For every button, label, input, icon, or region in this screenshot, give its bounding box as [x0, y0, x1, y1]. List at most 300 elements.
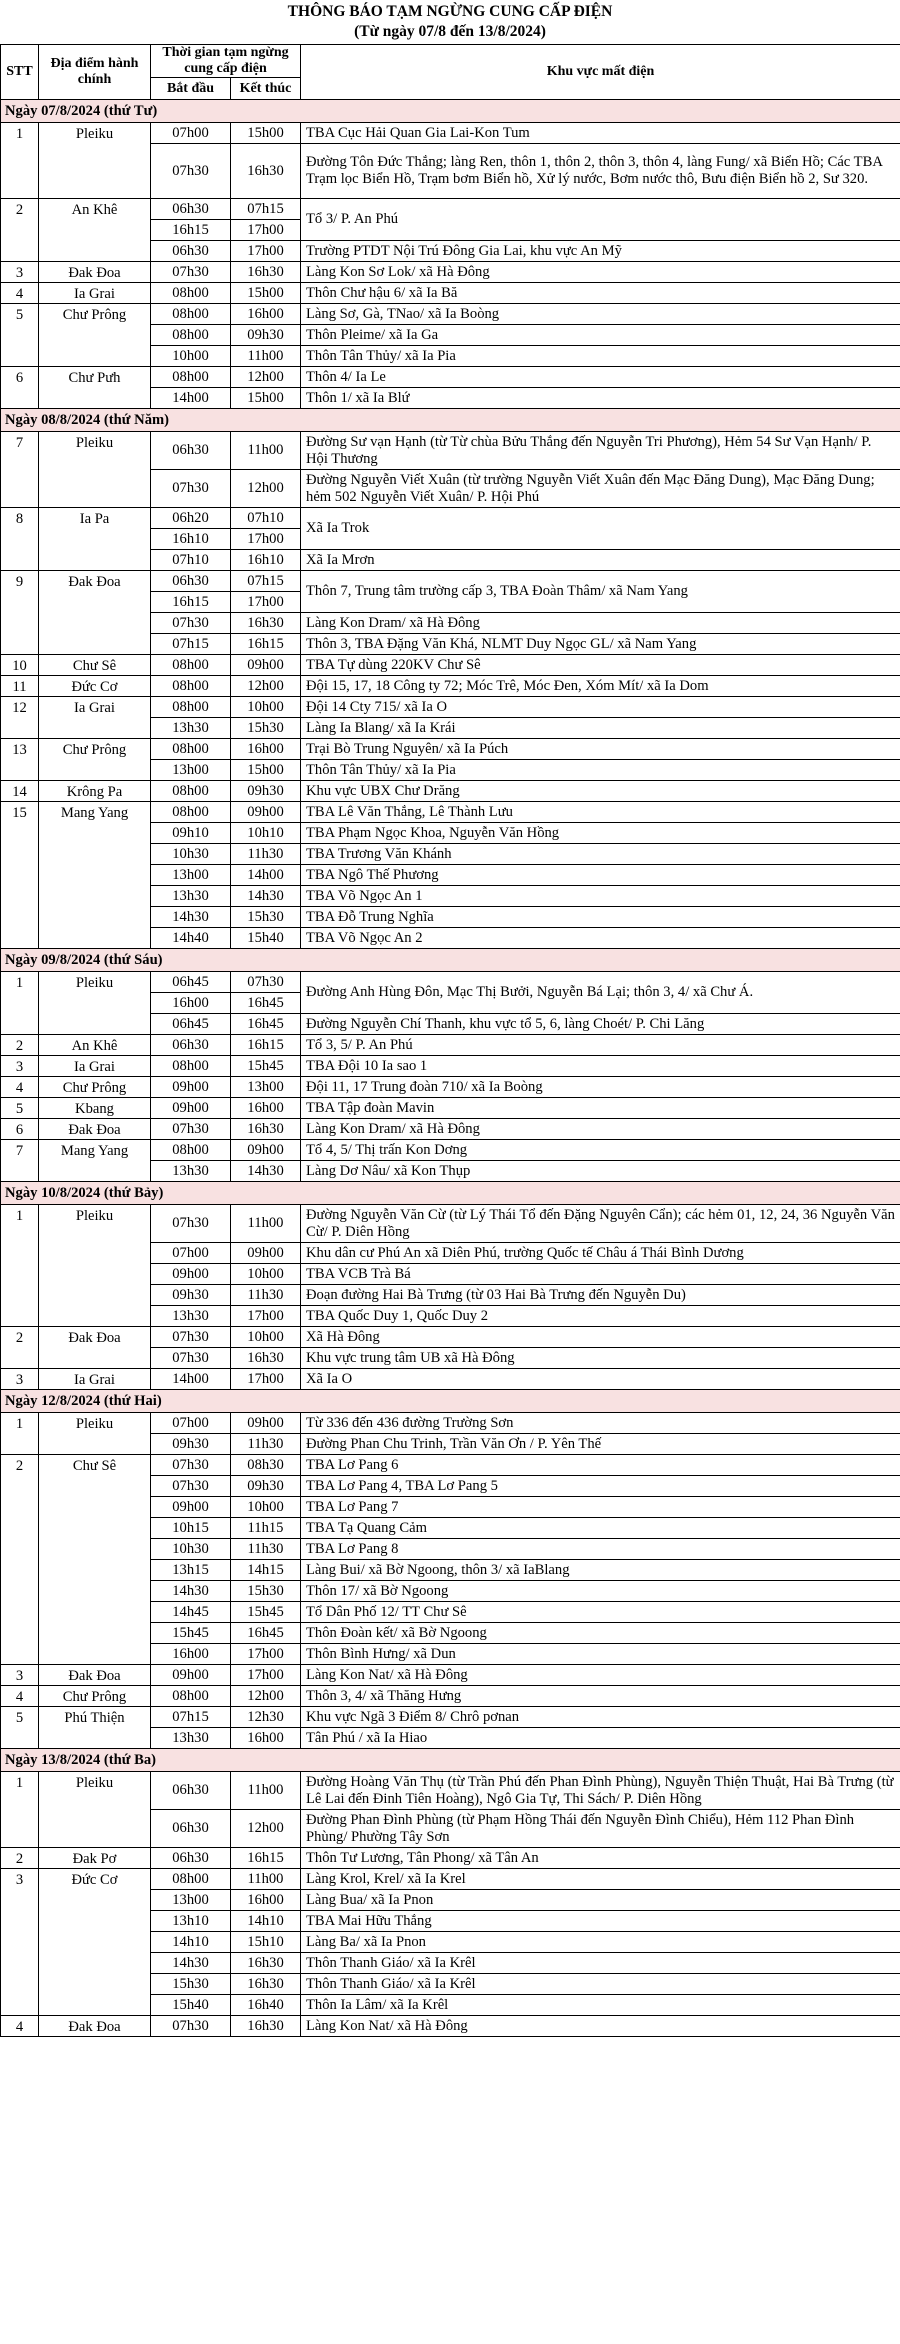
area-cell: Thôn Ia Lâm/ xã Ia Krêl: [301, 1995, 900, 2016]
area-cell: Đội 14 Cty 715/ xã Ia O: [301, 697, 900, 718]
place-cell: Kbang: [39, 1098, 151, 1119]
end-time-cell: 11h00: [231, 1205, 301, 1243]
table-row: [1, 367, 900, 388]
end-time-cell: 16h45: [231, 1623, 301, 1644]
day-row: [1, 100, 900, 123]
start-time-cell: 06h30: [151, 571, 231, 592]
area-cell: Đường Sư vạn Hạnh (từ Từ chùa Bửu Thắng đến Nguyễn Tri Phương), Hẻm 54 Sư Vạn Hạnh/ P. Hội Thương: [301, 432, 900, 470]
stt-cell: 4: [1, 1077, 39, 1098]
end-time-cell: 14h10: [231, 1911, 301, 1932]
place-cell: Chư Pưh: [39, 367, 151, 409]
table-row: [1, 781, 900, 802]
table-row: [1, 697, 900, 718]
area-cell: Thôn Thanh Giáo/ xã Ia Krêl: [301, 1974, 900, 1995]
stt-cell: 1: [1, 1413, 39, 1455]
area-cell: Đường Anh Hùng Đôn, Mạc Thị Bưởi, Nguyễn Bá Lại; thôn 3, 4/ xã Chư Á.: [301, 972, 900, 1014]
header-end: Kết thúc: [231, 78, 301, 100]
end-time-cell: 16h00: [231, 739, 301, 760]
table-row: [1, 1035, 900, 1056]
end-time-cell: 17h00: [231, 220, 301, 241]
end-time-cell: 07h15: [231, 199, 301, 220]
area-cell: Thôn Đoàn kết/ xã Bờ Ngoong: [301, 1623, 900, 1644]
day-row: [1, 1182, 900, 1205]
start-time-cell: 16h00: [151, 1644, 231, 1665]
end-time-cell: 16h30: [231, 262, 301, 283]
end-time-cell: 12h00: [231, 1686, 301, 1707]
start-time-cell: 15h40: [151, 1995, 231, 2016]
area-cell: Khu dân cư Phú An xã Diên Phú, trường Quốc tế Châu á Thái Bình Dương: [301, 1243, 900, 1264]
end-time-cell: 17h00: [231, 1644, 301, 1665]
table-row: [1, 1686, 900, 1707]
start-time-cell: 08h00: [151, 676, 231, 697]
stt-cell: 14: [1, 781, 39, 802]
stt-cell: 6: [1, 367, 39, 409]
table-row: [1, 1869, 900, 1890]
end-time-cell: 11h00: [231, 432, 301, 470]
area-cell: Thôn 3, 4/ xã Thăng Hưng: [301, 1686, 900, 1707]
end-time-cell: 17h00: [231, 241, 301, 262]
stt-cell: 1: [1, 123, 39, 199]
stt-cell: 4: [1, 2016, 39, 2037]
area-cell: Thôn Tân Thủy/ xã Ia Pia: [301, 346, 900, 367]
start-time-cell: 08h00: [151, 1140, 231, 1161]
start-time-cell: 14h45: [151, 1602, 231, 1623]
area-cell: TBA Phạm Ngọc Khoa, Nguyễn Văn Hồng: [301, 823, 900, 844]
end-time-cell: 16h45: [231, 993, 301, 1014]
end-time-cell: 11h30: [231, 1539, 301, 1560]
start-time-cell: 07h30: [151, 2016, 231, 2037]
area-cell: TBA Quốc Duy 1, Quốc Duy 2: [301, 1306, 900, 1327]
area-cell: Đội 15, 17, 18 Công ty 72; Móc Trê, Móc Đen, Xóm Mít/ xã Ia Dom: [301, 676, 900, 697]
start-time-cell: 08h00: [151, 739, 231, 760]
end-time-cell: 12h00: [231, 676, 301, 697]
start-time-cell: 08h00: [151, 367, 231, 388]
table-row: [1, 1327, 900, 1348]
end-time-cell: 14h30: [231, 886, 301, 907]
page-header: [0, 0, 900, 44]
stt-cell: 2: [1, 1035, 39, 1056]
end-time-cell: 07h10: [231, 508, 301, 529]
day-row: [1, 949, 900, 972]
end-time-cell: 14h15: [231, 1560, 301, 1581]
start-time-cell: 06h30: [151, 432, 231, 470]
area-cell: Thôn 1/ xã Ia Blứ: [301, 388, 900, 409]
place-cell: Phú Thiện: [39, 1707, 151, 1749]
area-cell: TBA Lơ Pang 4, TBA Lơ Pang 5: [301, 1476, 900, 1497]
stt-cell: 5: [1, 1707, 39, 1749]
table-row: [1, 262, 900, 283]
start-time-cell: 07h30: [151, 262, 231, 283]
area-cell: Xã Ia Trok: [301, 508, 900, 550]
end-time-cell: 11h30: [231, 844, 301, 865]
place-cell: Đức Cơ: [39, 1869, 151, 2016]
start-time-cell: 08h00: [151, 1056, 231, 1077]
end-time-cell: 15h45: [231, 1602, 301, 1623]
area-cell: TBA Trương Văn Khánh: [301, 844, 900, 865]
end-time-cell: 16h00: [231, 1728, 301, 1749]
place-cell: Đức Cơ: [39, 676, 151, 697]
end-time-cell: 15h30: [231, 1581, 301, 1602]
place-cell: Ia Pa: [39, 508, 151, 571]
start-time-cell: 14h10: [151, 1932, 231, 1953]
stt-cell: 3: [1, 262, 39, 283]
start-time-cell: 07h15: [151, 1707, 231, 1728]
start-time-cell: 07h30: [151, 613, 231, 634]
area-cell: Đường Nguyễn Viết Xuân (từ trường Nguyễn Viết Xuân đến Mạc Đăng Dung), Mạc Đăng Dung; hẻm 502 Nguyễn Viết Xuân/ P. Hội Phú: [301, 470, 900, 508]
start-time-cell: 07h30: [151, 470, 231, 508]
start-time-cell: 09h00: [151, 1264, 231, 1285]
end-time-cell: 11h00: [231, 1869, 301, 1890]
start-time-cell: 13h30: [151, 1728, 231, 1749]
area-cell: Xã Ia Mrơn: [301, 550, 900, 571]
place-cell: Ia Grai: [39, 697, 151, 739]
area-cell: Làng Krol, Krel/ xã Ia Krel: [301, 1869, 900, 1890]
end-time-cell: 10h00: [231, 1327, 301, 1348]
area-cell: Làng Kon Dram/ xã Hà Đông: [301, 613, 900, 634]
start-time-cell: 07h30: [151, 1348, 231, 1369]
start-time-cell: 16h10: [151, 529, 231, 550]
place-cell: Pleiku: [39, 1772, 151, 1848]
area-cell: TBA Võ Ngọc An 1: [301, 886, 900, 907]
end-time-cell: 15h00: [231, 388, 301, 409]
start-time-cell: 13h00: [151, 760, 231, 781]
start-time-cell: 06h45: [151, 972, 231, 993]
end-time-cell: 14h30: [231, 1161, 301, 1182]
area-cell: Tổ Dân Phố 12/ TT Chư Sê: [301, 1602, 900, 1623]
end-time-cell: 16h30: [231, 1953, 301, 1974]
header-start: Bắt đầu: [151, 78, 231, 100]
start-time-cell: 16h15: [151, 220, 231, 241]
stt-cell: 4: [1, 283, 39, 304]
table-row: [1, 739, 900, 760]
place-cell: Chư Sê: [39, 655, 151, 676]
area-cell: Tổ 3/ P. An Phú: [301, 199, 900, 241]
end-time-cell: 16h30: [231, 1974, 301, 1995]
area-cell: TBA Lơ Pang 7: [301, 1497, 900, 1518]
place-cell: Đak Đoa: [39, 571, 151, 655]
start-time-cell: 09h30: [151, 1285, 231, 1306]
start-time-cell: 13h30: [151, 1161, 231, 1182]
table-row: [1, 1369, 900, 1390]
table-row: [1, 123, 900, 144]
end-time-cell: 16h30: [231, 1348, 301, 1369]
start-time-cell: 07h30: [151, 1327, 231, 1348]
start-time-cell: 07h30: [151, 1119, 231, 1140]
place-cell: Chư Prông: [39, 1077, 151, 1098]
table-row: [1, 1205, 900, 1243]
table-row: [1, 802, 900, 823]
end-time-cell: 15h00: [231, 123, 301, 144]
end-time-cell: 16h30: [231, 144, 301, 199]
end-time-cell: 10h00: [231, 697, 301, 718]
start-time-cell: 08h00: [151, 802, 231, 823]
end-time-cell: 15h00: [231, 283, 301, 304]
area-cell: Từ 336 đến 436 đường Trường Sơn: [301, 1413, 900, 1434]
stt-cell: 3: [1, 1665, 39, 1686]
stt-cell: 2: [1, 199, 39, 262]
header-stt: STT: [1, 45, 39, 100]
place-cell: Ia Grai: [39, 1056, 151, 1077]
start-time-cell: 06h30: [151, 1848, 231, 1869]
table-row: [1, 283, 900, 304]
area-cell: Thôn Tư Lương, Tân Phong/ xã Tân An: [301, 1848, 900, 1869]
start-time-cell: 13h30: [151, 718, 231, 739]
header-time: Thời gian tạm ngừng cung cấp điện: [151, 45, 301, 78]
area-cell: TBA Tập đoàn Mavin: [301, 1098, 900, 1119]
area-cell: Thôn Thanh Giáo/ xã Ia Krêl: [301, 1953, 900, 1974]
start-time-cell: 09h30: [151, 1434, 231, 1455]
start-time-cell: 06h30: [151, 241, 231, 262]
area-cell: Xã Hà Đông: [301, 1327, 900, 1348]
area-cell: Thôn 7, Trung tâm trường cấp 3, TBA Đoàn Thâm/ xã Nam Yang: [301, 571, 900, 613]
area-cell: Khu vực Ngã 3 Điểm 8/ Chrô pơnan: [301, 1707, 900, 1728]
place-cell: Đak Đoa: [39, 2016, 151, 2037]
end-time-cell: 16h00: [231, 304, 301, 325]
end-time-cell: 10h00: [231, 1264, 301, 1285]
place-cell: Đak Đoa: [39, 1119, 151, 1140]
start-time-cell: 10h30: [151, 844, 231, 865]
table-row: [1, 655, 900, 676]
stt-cell: 1: [1, 972, 39, 1035]
stt-cell: 7: [1, 432, 39, 508]
area-cell: TBA Mai Hữu Thắng: [301, 1911, 900, 1932]
area-cell: Làng Bua/ xã Ia Pnon: [301, 1890, 900, 1911]
end-time-cell: 09h30: [231, 781, 301, 802]
place-cell: Pleiku: [39, 1205, 151, 1327]
start-time-cell: 06h45: [151, 1014, 231, 1035]
end-time-cell: 09h00: [231, 1243, 301, 1264]
start-time-cell: 07h15: [151, 634, 231, 655]
place-cell: Đak Đoa: [39, 1327, 151, 1369]
table-row: [1, 1119, 900, 1140]
table-row: [1, 432, 900, 470]
area-cell: Làng Kon Sơ Lok/ xã Hà Đông: [301, 262, 900, 283]
table-row: [1, 1413, 900, 1434]
stt-cell: 3: [1, 1056, 39, 1077]
table-row: [1, 1665, 900, 1686]
end-time-cell: 16h00: [231, 1890, 301, 1911]
area-cell: Khu vực UBX Chư Drăng: [301, 781, 900, 802]
end-time-cell: 11h00: [231, 1772, 301, 1810]
day-label: Ngày 13/8/2024 (thứ Ba): [1, 1749, 900, 1772]
table-row: [1, 571, 900, 592]
end-time-cell: 08h30: [231, 1455, 301, 1476]
area-cell: Làng Kon Nat/ xã Hà Đông: [301, 1665, 900, 1686]
place-cell: Ia Grai: [39, 1369, 151, 1390]
stt-cell: 13: [1, 739, 39, 781]
area-cell: Đội 11, 17 Trung đoàn 710/ xã Ia Boòng: [301, 1077, 900, 1098]
place-cell: Chư Prông: [39, 1686, 151, 1707]
place-cell: An Khê: [39, 199, 151, 262]
end-time-cell: 10h00: [231, 1497, 301, 1518]
place-cell: Đak Đoa: [39, 1665, 151, 1686]
area-cell: Làng Dơ Nâu/ xã Kon Thụp: [301, 1161, 900, 1182]
area-cell: TBA Lê Văn Thắng, Lê Thành Lưu: [301, 802, 900, 823]
end-time-cell: 09h00: [231, 655, 301, 676]
stt-cell: 8: [1, 508, 39, 571]
start-time-cell: 08h00: [151, 304, 231, 325]
place-cell: Pleiku: [39, 123, 151, 199]
page-subtitle: (Từ ngày 07/8 đến 13/8/2024): [354, 23, 546, 40]
day-row: [1, 1390, 900, 1413]
area-cell: Trường PTDT Nội Trú Đông Gia Lai, khu vực An Mỹ: [301, 241, 900, 262]
start-time-cell: 14h40: [151, 928, 231, 949]
end-time-cell: 12h00: [231, 470, 301, 508]
stt-cell: 2: [1, 1848, 39, 1869]
start-time-cell: 06h30: [151, 1772, 231, 1810]
start-time-cell: 14h00: [151, 388, 231, 409]
area-cell: TBA Tạ Quang Cảm: [301, 1518, 900, 1539]
area-cell: Đường Hoàng Văn Thụ (từ Trần Phú đến Phan Đình Phùng), Nguyễn Thiện Thuật, Hai Bà Trưng (từ Lê Lai đến Đinh Tiên Hoàng), Ngô Gia Tự, Thi Sách/ P. Diên Hồng: [301, 1772, 900, 1810]
place-cell: Chư Prông: [39, 739, 151, 781]
start-time-cell: 15h45: [151, 1623, 231, 1644]
end-time-cell: 15h10: [231, 1932, 301, 1953]
place-cell: Pleiku: [39, 972, 151, 1035]
day-label: Ngày 12/8/2024 (thứ Hai): [1, 1390, 900, 1413]
day-row: [1, 1749, 900, 1772]
start-time-cell: 16h15: [151, 592, 231, 613]
start-time-cell: 07h30: [151, 1455, 231, 1476]
start-time-cell: 08h00: [151, 781, 231, 802]
stt-cell: 4: [1, 1686, 39, 1707]
end-time-cell: 16h10: [231, 550, 301, 571]
start-time-cell: 14h30: [151, 1953, 231, 1974]
table-row: [1, 1140, 900, 1161]
end-time-cell: 10h10: [231, 823, 301, 844]
area-cell: Đường Phan Đình Phùng (từ Phạm Hồng Thái đến Nguyễn Đình Chiểu), Hẻm 112 Phan Đình Phùng/ Phường Tây Sơn: [301, 1810, 900, 1848]
area-cell: TBA Lơ Pang 6: [301, 1455, 900, 1476]
end-time-cell: 16h45: [231, 1014, 301, 1035]
area-cell: Làng Ba/ xã Ia Pnon: [301, 1932, 900, 1953]
table-body: [1, 100, 900, 2037]
area-cell: TBA Võ Ngọc An 2: [301, 928, 900, 949]
header-area: Khu vực mất điện: [301, 45, 900, 100]
place-cell: Mang Yang: [39, 1140, 151, 1182]
area-cell: TBA Đội 10 Ia sao 1: [301, 1056, 900, 1077]
area-cell: TBA VCB Trà Bá: [301, 1264, 900, 1285]
end-time-cell: 17h00: [231, 1665, 301, 1686]
end-time-cell: 07h30: [231, 972, 301, 993]
start-time-cell: 09h00: [151, 1077, 231, 1098]
end-time-cell: 17h00: [231, 529, 301, 550]
stt-cell: 1: [1, 1772, 39, 1848]
start-time-cell: 09h00: [151, 1497, 231, 1518]
end-time-cell: 12h30: [231, 1707, 301, 1728]
place-cell: Đak Đoa: [39, 262, 151, 283]
area-cell: Đường Nguyễn Văn Cừ (từ Lý Thái Tổ đến Đặng Nguyên Cẩn); các hẻm 01, 12, 24, 36 Nguyễn Văn Cừ/ P. Diên Hồng: [301, 1205, 900, 1243]
area-cell: Đường Tôn Đức Thắng; làng Ren, thôn 1, thôn 2, thôn 3, thôn 4, làng Fung/ xã Biển Hồ; Các TBA Trạm lọc Biển Hồ, Trạm bơm Biển hồ, Xử lý nước, Bơm nước thô, Bưu điện Biển hồ 2, Sư 320.: [301, 144, 900, 199]
end-time-cell: 16h30: [231, 2016, 301, 2037]
header-place: Địa điểm hành chính: [39, 45, 151, 100]
place-cell: Pleiku: [39, 1413, 151, 1455]
start-time-cell: 13h30: [151, 1306, 231, 1327]
table-row: [1, 1707, 900, 1728]
end-time-cell: 17h00: [231, 592, 301, 613]
start-time-cell: 10h30: [151, 1539, 231, 1560]
end-time-cell: 16h30: [231, 1119, 301, 1140]
place-cell: An Khê: [39, 1035, 151, 1056]
place-cell: Ia Grai: [39, 283, 151, 304]
area-cell: Thôn Bình Hưng/ xã Dun: [301, 1644, 900, 1665]
start-time-cell: 16h00: [151, 993, 231, 1014]
area-cell: Làng Ia Blang/ xã Ia Krái: [301, 718, 900, 739]
start-time-cell: 15h30: [151, 1974, 231, 1995]
area-cell: Đường Nguyễn Chí Thanh, khu vực tổ 5, 6, làng Choét/ P. Chi Lăng: [301, 1014, 900, 1035]
end-time-cell: 09h00: [231, 1140, 301, 1161]
stt-cell: 15: [1, 802, 39, 949]
area-cell: TBA Đỗ Trung Nghĩa: [301, 907, 900, 928]
place-cell: Chư Prông: [39, 304, 151, 367]
area-cell: Trại Bò Trung Nguyên/ xã Ia Púch: [301, 739, 900, 760]
area-cell: TBA Lơ Pang 8: [301, 1539, 900, 1560]
area-cell: Đoạn đường Hai Bà Trưng (từ 03 Hai Bà Trưng đến Nguyễn Du): [301, 1285, 900, 1306]
area-cell: Thôn Tân Thủy/ xã Ia Pia: [301, 760, 900, 781]
start-time-cell: 14h00: [151, 1369, 231, 1390]
end-time-cell: 17h00: [231, 1306, 301, 1327]
table-row: [1, 1056, 900, 1077]
start-time-cell: 09h10: [151, 823, 231, 844]
area-cell: Làng Kon Dram/ xã Hà Đông: [301, 1119, 900, 1140]
area-cell: Thôn 3, TBA Đặng Văn Khá, NLMT Duy Ngọc GL/ xã Nam Yang: [301, 634, 900, 655]
start-time-cell: 07h30: [151, 1205, 231, 1243]
area-cell: Tổ 3, 5/ P. An Phú: [301, 1035, 900, 1056]
end-time-cell: 11h00: [231, 346, 301, 367]
place-cell: Pleiku: [39, 432, 151, 508]
start-time-cell: 07h10: [151, 550, 231, 571]
end-time-cell: 12h00: [231, 1810, 301, 1848]
stt-cell: 3: [1, 1369, 39, 1390]
start-time-cell: 08h00: [151, 655, 231, 676]
start-time-cell: 07h00: [151, 1243, 231, 1264]
start-time-cell: 13h00: [151, 1890, 231, 1911]
start-time-cell: 06h20: [151, 508, 231, 529]
table-row: [1, 972, 900, 993]
area-cell: Thôn 17/ xã Bờ Ngoong: [301, 1581, 900, 1602]
start-time-cell: 07h30: [151, 1476, 231, 1497]
area-cell: Khu vực trung tâm UB xã Hà Đông: [301, 1348, 900, 1369]
start-time-cell: 08h00: [151, 325, 231, 346]
start-time-cell: 13h15: [151, 1560, 231, 1581]
end-time-cell: 15h00: [231, 760, 301, 781]
table-row: [1, 2016, 900, 2037]
start-time-cell: 06h30: [151, 1035, 231, 1056]
end-time-cell: 13h00: [231, 1077, 301, 1098]
table-row: [1, 1455, 900, 1476]
start-time-cell: 07h30: [151, 144, 231, 199]
end-time-cell: 16h40: [231, 1995, 301, 2016]
area-cell: Thôn Chư hậu 6/ xã Ia Bă: [301, 283, 900, 304]
area-cell: Tổ 4, 5/ Thị trấn Kon Dơng: [301, 1140, 900, 1161]
stt-cell: 11: [1, 676, 39, 697]
stt-cell: 6: [1, 1119, 39, 1140]
end-time-cell: 17h00: [231, 1369, 301, 1390]
stt-cell: 5: [1, 304, 39, 367]
end-time-cell: 16h15: [231, 1035, 301, 1056]
area-cell: Thôn Pleime/ xã Ia Ga: [301, 325, 900, 346]
end-time-cell: 14h00: [231, 865, 301, 886]
end-time-cell: 12h00: [231, 367, 301, 388]
end-time-cell: 15h40: [231, 928, 301, 949]
start-time-cell: 07h00: [151, 123, 231, 144]
place-cell: Krông Pa: [39, 781, 151, 802]
stt-cell: 7: [1, 1140, 39, 1182]
table-row: [1, 676, 900, 697]
start-time-cell: 08h00: [151, 697, 231, 718]
start-time-cell: 06h30: [151, 1810, 231, 1848]
table-header: [1, 45, 900, 100]
stt-cell: 10: [1, 655, 39, 676]
stt-cell: 2: [1, 1327, 39, 1369]
